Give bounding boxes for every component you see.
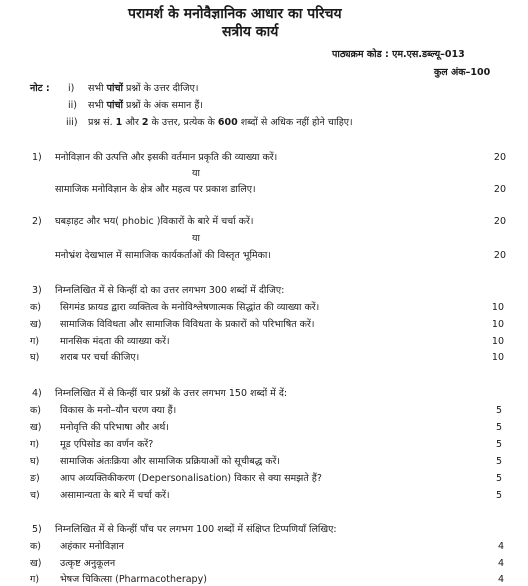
question-number: 3): [32, 285, 42, 296]
sub-question-text: विकास के मनो–यौन चरण क्या हैं।: [60, 405, 177, 416]
note-text: सभी: [88, 100, 107, 111]
note-item: [88, 83, 198, 95]
note-emphasis: 600: [217, 117, 238, 128]
sub-question-marks: 5: [495, 405, 502, 416]
note-text: प्रश्न सं.: [88, 117, 116, 128]
note-emphasis: पांचों: [106, 100, 123, 111]
sub-question-text: सामाजिक विविधता और सामाजिक विविधता के प्रकारों को परिभाषित करें।: [60, 319, 315, 330]
note-item-num: iii): [66, 117, 78, 128]
note-text: सभी: [88, 83, 107, 94]
sub-question-marks: 10: [491, 302, 504, 313]
question-marks: 20: [493, 184, 506, 195]
note-text: के उत्तर, प्रत्येक के: [148, 117, 218, 128]
sub-question-marks: 5: [495, 473, 502, 484]
sub-question-text: मानसिक मंदता की व्याख्या करें।: [60, 336, 170, 347]
note-text: और: [122, 117, 142, 128]
sub-question-marks: 5: [495, 439, 502, 450]
sub-question-label: ग): [30, 574, 40, 585]
question-intro: निम्नलिखित में से किन्हीं चार प्रश्नों के उत्तर लगभग 150 शब्दों में दें:: [55, 388, 288, 399]
or-separator: या: [192, 168, 200, 179]
question-number: 5): [32, 524, 42, 535]
sub-question-label: ख): [30, 319, 42, 330]
question-number: 2): [32, 216, 42, 227]
sub-question-label: क): [30, 302, 42, 313]
sub-question-text: मनोवृत्ति की परिभाषा और अर्थ।: [60, 422, 169, 433]
note-item: [88, 100, 203, 112]
question-text: मनोविज्ञान की उत्पत्ति और इसकी वर्तमान प्रकृति की व्याख्या करें।: [55, 152, 278, 163]
sub-question-marks: 4: [497, 574, 504, 585]
sub-question-label: च): [30, 490, 40, 501]
note-emphasis: पांचों: [106, 83, 123, 94]
sub-question-label: ख): [30, 558, 42, 569]
sub-question-label: क): [30, 405, 42, 416]
question-marks: 20: [493, 250, 506, 261]
question-intro: निम्नलिखित में से किन्हीं पाँच पर लगभग 100 शब्दों में संक्षिप्त टिप्पणियाँ लिखिए:: [55, 524, 337, 535]
question-marks: 20: [493, 216, 506, 227]
question-text: घबड़ाहट और भय( phobic )विकारों के बारे में चर्चा करें।: [55, 216, 254, 227]
sub-question-label: घ): [30, 352, 40, 363]
sub-question-text: सामाजिक अंतःक्रिया और सामाजिक प्रक्रियाओं को सूचीबद्ध करें।: [60, 456, 281, 467]
sub-question-text: भेषज चिकित्सा (Pharmacotherapy): [60, 574, 207, 585]
note-text: शब्दों से अधिक नहीं होने चाहिए।: [237, 117, 353, 128]
or-separator: या: [192, 233, 200, 244]
note-item-num: ii): [68, 100, 77, 111]
sub-question-label: ग): [30, 439, 40, 450]
note-item: [88, 117, 353, 129]
question-number: 1): [32, 152, 42, 163]
sub-question-label: ख): [30, 422, 42, 433]
sub-question-text: आप अव्यक्तिकीकरण (Depersonalisation) विकार से क्या समझते हैं?: [60, 473, 322, 484]
question-number: 4): [32, 388, 42, 399]
document-title: परामर्श के मनोवैज्ञानिक आधार का परिचय: [128, 6, 342, 22]
sub-question-marks: 10: [491, 352, 504, 363]
sub-question-text: मूड एपिसोड का वर्णन करें?: [60, 439, 154, 450]
sub-question-label: क): [30, 541, 42, 552]
sub-question-marks: 5: [495, 456, 502, 467]
question-intro: निम्नलिखित में से किन्हीं दो का उत्तर लगभग 300 शब्दों में दीजिए:: [55, 285, 285, 296]
sub-question-marks: 5: [495, 490, 502, 501]
sub-question-text: असामान्यता के बारे में चर्चा करें।: [60, 490, 170, 501]
sub-question-text: सिगमंड फ्रायड द्वारा व्यक्तित्व के मनोविश्लेषणात्मक सिद्धांत की व्याख्या करें।: [60, 302, 320, 313]
question-text: सामाजिक मनोविज्ञान के क्षेत्र और महत्व पर प्रकाश डालिए।: [55, 184, 256, 195]
note-emphasis: 1: [115, 117, 123, 128]
document-subtitle: सत्रीय कार्य: [222, 24, 279, 40]
sub-question-label: ङ): [30, 473, 40, 484]
sub-question-label: घ): [30, 456, 40, 467]
note-text: प्रश्नों के अंक समान हैं।: [122, 100, 203, 111]
sub-question-marks: 4: [497, 541, 504, 552]
sub-question-marks: 10: [491, 336, 504, 347]
sub-question-text: शराब पर चर्चा कीजिए।: [60, 352, 140, 363]
sub-question-marks: 10: [491, 319, 504, 330]
question-text: मनोभ्रंश देखभाल में सामाजिक कार्यकर्ताओं की विस्तृत भूमिका।: [55, 250, 271, 261]
question-marks: 20: [493, 152, 506, 163]
sub-question-marks: 5: [495, 422, 502, 433]
sub-question-text: उत्कृष्ट अनुकूलन: [60, 558, 116, 569]
note-text: प्रश्नों के उत्तर दीजिए।: [122, 83, 199, 94]
sub-question-text: अहंकार मनोविज्ञान: [60, 541, 124, 552]
notes-label: नोट :: [30, 83, 50, 94]
course-code: पाठ्यक्रम कोड : एम.एस.डब्ल्यू–013: [332, 49, 465, 60]
sub-question-marks: 4: [497, 558, 504, 569]
note-item-num: i): [68, 83, 75, 94]
note-emphasis: 2: [141, 117, 149, 128]
sub-question-label: ग): [30, 336, 40, 347]
total-marks: कुल अंक–100: [434, 67, 491, 78]
